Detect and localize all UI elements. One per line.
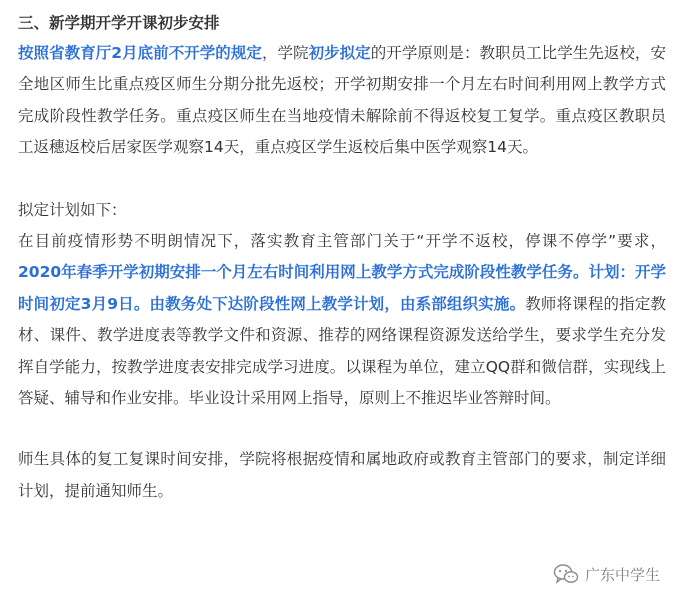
paragraph-spacer bbox=[18, 164, 666, 195]
paragraph-return-schedule: 师生具体的复工复课时间安排，学院将根据疫情和属地政府或教育主管部门的要求，制定详细计划，提前通知师生。 bbox=[18, 450, 666, 500]
text-segment: 的开学原则是：教职员工比学生先返校，安全地区师生比重点疫区师生分期分批先返校；开学初期安排一个月左右时间利用网上教学方式完成阶段性教学任务。重点疫区师生在当地疫情未解除前不得返校复工复学。重点疫区教职员工返穗返校后居家医学观察14天，重点疫区学生返校后集中医学观察14天。 bbox=[18, 44, 666, 157]
article-body bbox=[18, 8, 666, 507]
text-segment: 在目前疫情形势不明朗情况下，落实教育主管部门关于“开学不返校，停课不停学”要求， bbox=[18, 232, 666, 251]
plan-label: 拟定计划如下： bbox=[18, 200, 127, 219]
paragraph-plan-details bbox=[18, 226, 666, 414]
text-segment: 教师将课程的指定教材、课件、教学进度表等教学文件和资源、推荐的网络课程资源发送给学生，要求学生充分发挥自学能力，按教学进度表安排完成学习进度。以课程为单位，建立QQ群和微信群，实现线上答疑、辅导和作业安排。毕业设计采用网上指导，原则上不推迟毕业答辩时间。 bbox=[18, 294, 666, 408]
highlight-preliminary: 初步拟定 bbox=[308, 44, 371, 62]
watermark bbox=[553, 563, 660, 585]
wechat-icon bbox=[553, 563, 579, 585]
paragraph-spacer bbox=[18, 414, 666, 444]
watermark-text: 广东中学生 bbox=[584, 565, 660, 584]
highlight-online-teaching-plan: 2020年春季开学初期安排一个月左右时间利用网上教学方式完成阶段性教学任务。计划：开学时间初定3月9日。由教务处下达阶段性网上教学计划，由系部组织实施。 bbox=[18, 263, 666, 313]
text-segment: ，学院 bbox=[261, 44, 309, 62]
paragraph-opening-principles bbox=[18, 38, 666, 164]
section-heading: 三、新学期开学开课初步安排 bbox=[18, 14, 220, 32]
highlight-provincial-rule: 按照省教育厅2月底前不开学的规定 bbox=[18, 44, 262, 62]
